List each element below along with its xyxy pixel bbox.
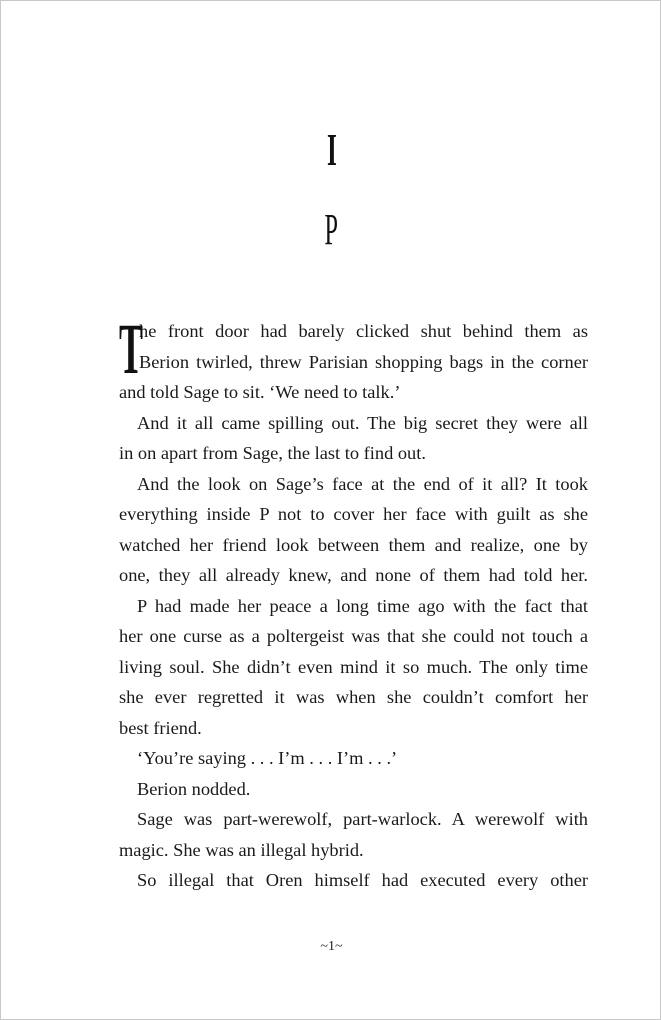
text-line: watched her friend look between them and realize, one by xyxy=(119,534,588,555)
text-line: P had made her peace a long time ago with the fact that xyxy=(137,595,588,616)
text-line: ‘You’re saying . . . I’m . . . I’m . . .’ xyxy=(137,748,398,768)
text-line: So illegal that Oren himself had executed every other xyxy=(137,870,588,890)
chapter-number-text: I xyxy=(326,124,337,175)
text-line: And the look on Sage’s face at the end of it all? It took xyxy=(137,473,588,494)
chapter-title-text: P xyxy=(324,205,339,254)
text-line: magic. She was an illegal hybrid. xyxy=(119,839,364,860)
text-line: her one curse as a poltergeist was that she could not touch a xyxy=(119,626,588,646)
body-text xyxy=(119,309,588,896)
text-line: and told Sage to sit. ‘We need to talk.’ xyxy=(119,382,401,402)
chapter-title xyxy=(1,204,661,255)
drop-cap: T xyxy=(119,309,144,389)
text-line: And it all came spilling out. The big secret they were all xyxy=(137,412,588,433)
text-line: best friend. xyxy=(119,717,202,738)
text-line: in on apart from Sage, the last to find out. xyxy=(119,443,426,463)
text-line: Sage was part-werewolf, part-warlock. A werewolf with xyxy=(137,809,588,829)
text-line: everything inside P not to cover her face with guilt as she xyxy=(119,504,588,524)
chapter-number xyxy=(1,123,661,176)
text-line: he front door had barely clicked shut behind them as xyxy=(139,321,588,341)
text-line: Berion nodded. xyxy=(137,778,251,799)
text-line: living soul. She didn’t even mind it so much. The only time xyxy=(119,656,588,677)
text-line: one, they all already knew, and none of them had told her. xyxy=(119,565,588,585)
page-number: ~1~ xyxy=(320,939,343,954)
text-line: she ever regretted it was when she couldn’t comfort her xyxy=(119,687,588,707)
text-line: Berion twirled, threw Parisian shopping bags in the corner xyxy=(139,351,588,372)
